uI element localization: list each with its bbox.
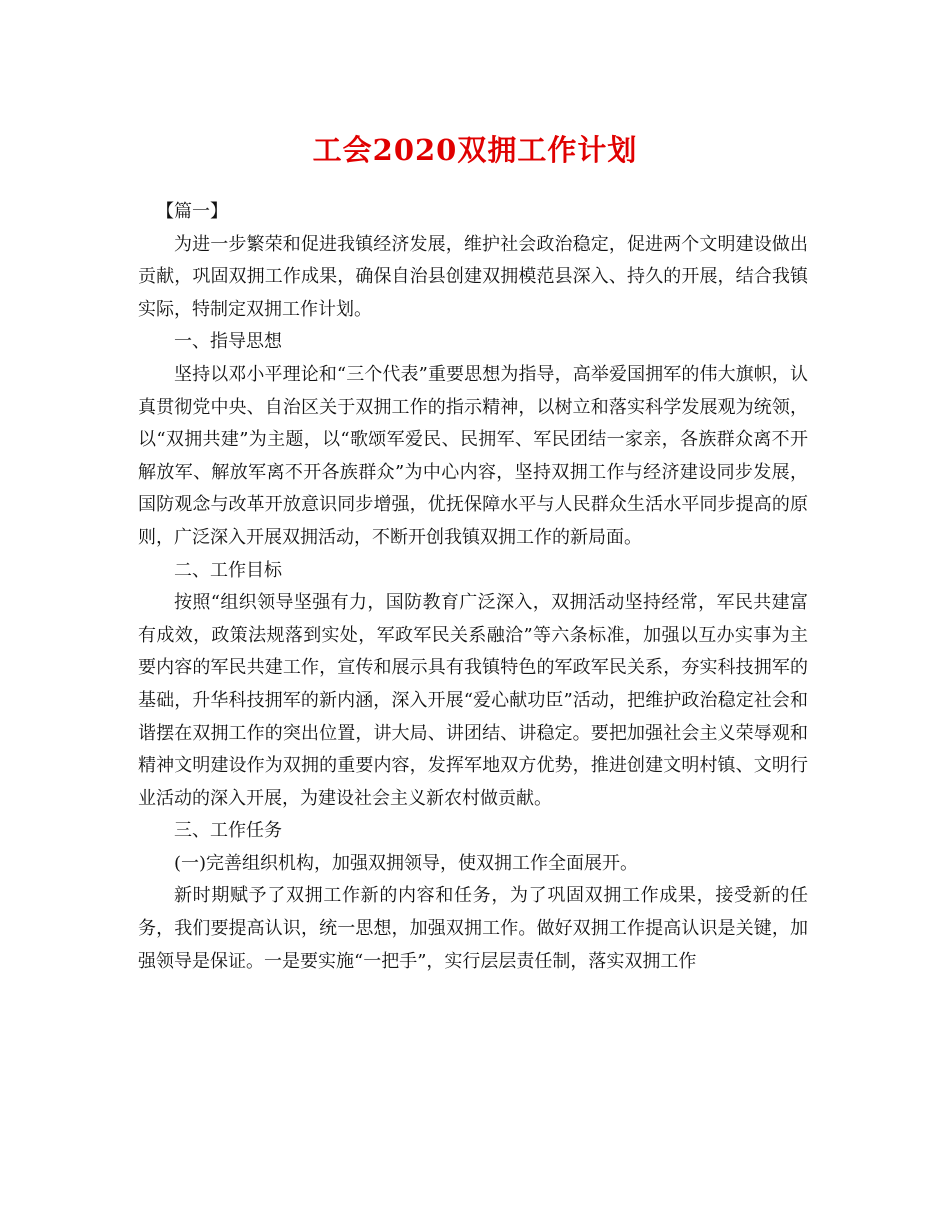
section-label-part-one: 【篇一】: [156, 201, 228, 222]
paragraph-work-goals: 按照“组织领导坚强有力，国防教育广泛深入，双拥活动坚持经常，军民共建富有成效，政策法规落到实处，军政军民关系融洽”等六条标准，加强以互办实事为主要内容的军民共建工作，宣传和展示具有我镇特色的军政军民关系，夯实科技拥军的基础，升华科技拥军的新内涵，深入开展“爱心献功臣”活动，把维护政治稳定社会和谐摆在双拥工作的突出位置，讲大局、讲团结、讲稳定。要把加强社会主义荣辱观和精神文明建设作为双拥的重要内容，发挥军地双方优势，推进创建文明村镇、文明行业活动的深入开展，为建设社会主义新农村做贡献。: [138, 592, 808, 809]
heading-work-tasks: 三、工作任务: [174, 820, 282, 842]
intro-paragraph: 为进一步繁荣和促进我镇经济发展，维护社会政治稳定，促进两个文明建设做出贡献，巩固双拥工作成果，确保自治县创建双拥模范县深入、持久的开展，结合我镇实际，特制定双拥工作计划。: [138, 233, 808, 320]
paragraph-task-one: 新时期赋予了双拥工作新的内容和任务，为了巩固双拥工作成果，接受新的任务，我们要提高认识，统一思想，加强双拥工作。做好双拥工作提高认识是关键，加强领导是保证。一是要实施“一把手”，实行层层责任制，落实双拥工作: [138, 885, 808, 972]
paragraph-guiding-ideology: 坚持以邓小平理论和“三个代表”重要思想为指导，高举爱国拥军的伟大旗帜，认真贯彻党中央、自治区关于双拥工作的指示精神，以树立和落实科学发展观为统领，以“双拥共建”为主题，以“歌颂军爱民、民拥军、军民团结一家亲，各族群众离不开解放军、解放军离不开各族群众”为中心内容，坚持双拥工作与经济建设同步发展，国防观念与改革开放意识同步增强，优抚保障水平与人民群众生活水平同步提高的原则，广泛深入开展双拥活动，不断开创我镇双拥工作的新局面。: [138, 363, 808, 548]
heading-guiding-ideology: 一、指导思想: [174, 331, 282, 353]
heading-work-goals: 二、工作目标: [174, 559, 282, 581]
subheading-task-one: (一)完善组织机构，加强双拥领导，使双拥工作全面展开。: [174, 852, 639, 874]
document-body: [138, 196, 808, 978]
document-title: 工会2020双拥工作计划: [312, 133, 638, 167]
